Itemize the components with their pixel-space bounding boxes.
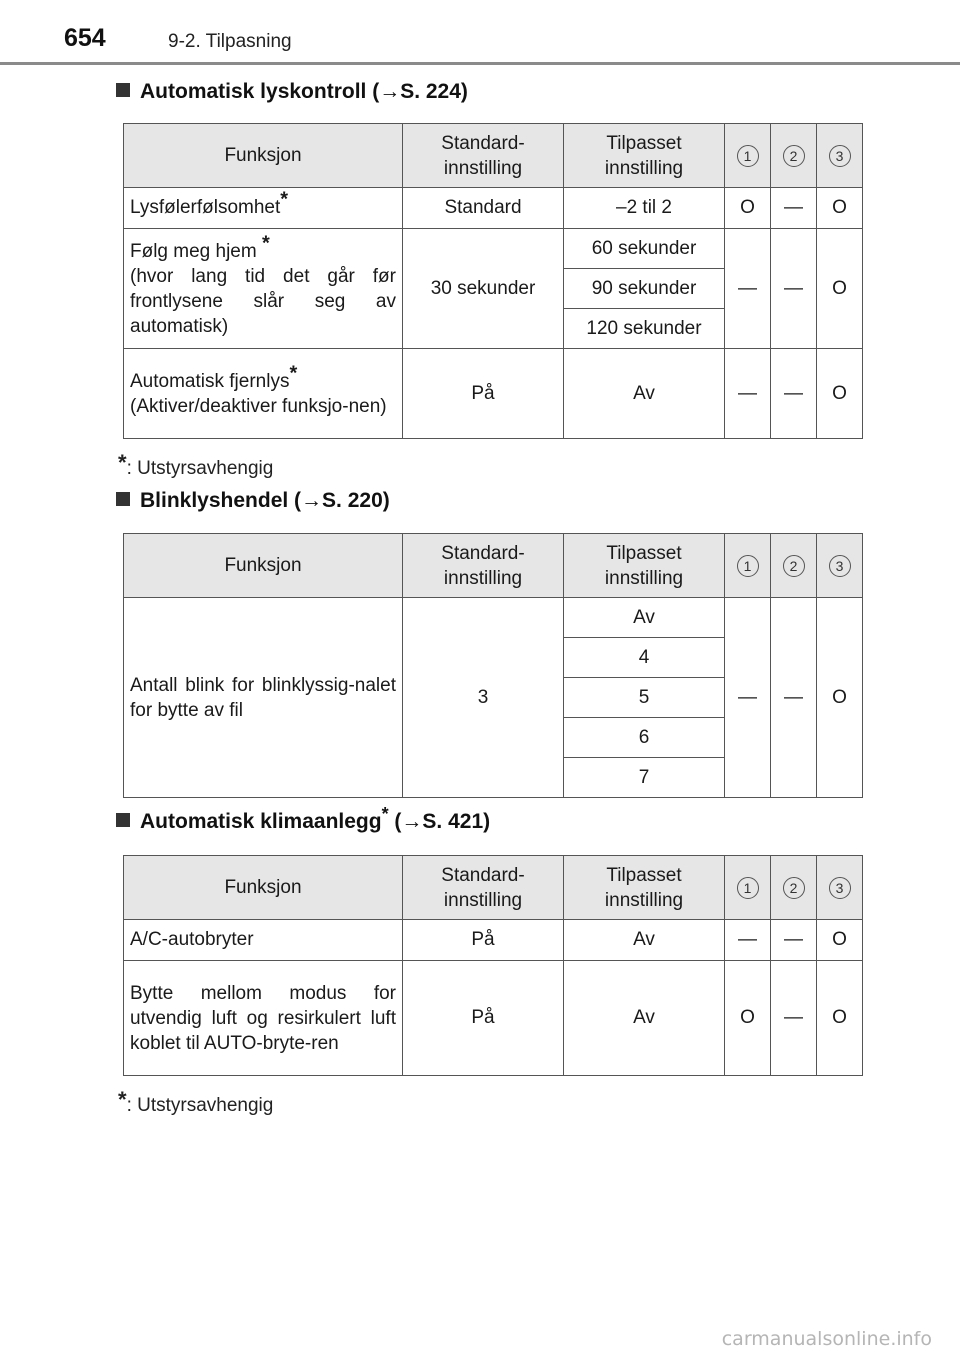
cell-tilpasset: 120 sekunder [564,309,725,349]
col-3 [817,124,863,188]
cell-tilpasset: 5 [564,678,725,718]
cell-c2: — [771,229,817,349]
asterisk: * [289,362,298,385]
cell-tilpasset: 4 [564,638,725,678]
col-tilpasset: Tilpasset innstilling [564,124,725,188]
cell-c1: — [725,229,771,349]
col-funksjon: Funksjon [124,856,403,920]
table-blinklyshendel [123,533,863,798]
col-1 [725,856,771,920]
cell-c1: O [725,188,771,229]
header-rule [0,62,960,65]
cell-tilpasset: Av [564,961,725,1076]
section-heading-blinklyshendel: Blinklyshendel (→S. 220) [116,489,390,513]
cell-funksjon: Følg meg hjem * (hvor lang tid det går før frontlysene slår seg av automatisk) [124,229,403,349]
col-tilpasset: Tilpasset innstilling [564,534,725,598]
circled-2-icon: 2 [783,555,805,577]
circled-1-icon: 1 [737,145,759,167]
cell-c2: — [771,920,817,961]
square-bullet-icon [116,492,130,506]
col-2 [771,124,817,188]
section-heading-lyskontroll: Automatisk lyskontroll (→S. 224) [116,80,468,104]
square-bullet-icon [116,83,130,97]
table-row [124,349,863,439]
cell-funksjon: Lysfølerfølsomhet* [124,188,403,229]
cell-c3: O [817,961,863,1076]
cell-c1: O [725,961,771,1076]
cell-c1: — [725,598,771,798]
col-1 [725,124,771,188]
arrow-right-icon: → [301,489,323,512]
arrow-right-icon: → [379,80,401,103]
table-row [124,229,863,269]
col-3 [817,534,863,598]
table-lyskontroll [123,123,863,439]
cell-c3: O [817,188,863,229]
cell-c3: O [817,349,863,439]
circled-3-icon: 3 [829,877,851,899]
table-header-row [124,856,863,920]
cell-tilpasset: Av [564,598,725,638]
cell-c3: O [817,598,863,798]
cell-standard: 30 sekunder [403,229,564,349]
square-bullet-icon [116,813,130,827]
cell-standard: Standard [403,188,564,229]
asterisk: * [280,188,289,211]
cell-c3: O [817,229,863,349]
cell-c1: — [725,920,771,961]
circled-3-icon: 3 [829,145,851,167]
col-1 [725,534,771,598]
cell-funksjon: Antall blink for blinklyssig-nalet for bytte av fil [124,598,403,798]
col-standard: Standard- innstilling [403,534,564,598]
cell-tilpasset: 7 [564,758,725,798]
cell-c2: — [771,961,817,1076]
table-klimaanlegg [123,855,863,1076]
col-2 [771,534,817,598]
circled-2-icon: 2 [783,145,805,167]
cell-c3: O [817,920,863,961]
chapter-title: 9-2. Tilpasning [168,31,292,52]
table-row [124,188,863,229]
asterisk: * [261,232,270,255]
cell-standard: 3 [403,598,564,798]
col-standard: Standard- innstilling [403,856,564,920]
cell-tilpasset: Av [564,920,725,961]
cell-c2: — [771,598,817,798]
circled-2-icon: 2 [783,877,805,899]
cell-tilpasset: 6 [564,718,725,758]
cell-tilpasset: 60 sekunder [564,229,725,269]
col-standard: Standard- innstilling [403,124,564,188]
cell-c2: — [771,349,817,439]
circled-1-icon: 1 [737,877,759,899]
col-tilpasset: Tilpasset innstilling [564,856,725,920]
section-heading-klimaanlegg: Automatisk klimaanlegg* (→S. 421) [116,810,490,834]
cell-c2: — [771,188,817,229]
col-2 [771,856,817,920]
col-3 [817,856,863,920]
table-header-row [124,124,863,188]
table-row [124,920,863,961]
circled-1-icon: 1 [737,555,759,577]
table-row [124,598,863,638]
col-funksjon: Funksjon [124,534,403,598]
asterisk: * [381,804,389,824]
cell-standard: På [403,961,564,1076]
arrow-right-icon: → [401,810,423,833]
footnote: *: Utstyrsavhengig [118,450,274,479]
cell-tilpasset: 90 sekunder [564,269,725,309]
circled-3-icon: 3 [829,555,851,577]
cell-tilpasset: Av [564,349,725,439]
cell-c1: — [725,349,771,439]
cell-funksjon: A/C-autobryter [124,920,403,961]
page-header [0,0,960,66]
page-number: 654 [64,24,106,52]
watermark: carmanualsonline.info [721,1328,932,1350]
col-funksjon: Funksjon [124,124,403,188]
cell-tilpasset: –2 til 2 [564,188,725,229]
cell-standard: På [403,920,564,961]
table-header-row [124,534,863,598]
cell-funksjon: Automatisk fjernlys* (Aktiver/deaktiver funksjo-nen) [124,349,403,439]
footnote: *: Utstyrsavhengig [118,1087,274,1116]
cell-standard: På [403,349,564,439]
cell-funksjon: Bytte mellom modus for utvendig luft og resirkulert luft koblet til AUTO-bryte-ren [124,961,403,1076]
table-row [124,961,863,1076]
